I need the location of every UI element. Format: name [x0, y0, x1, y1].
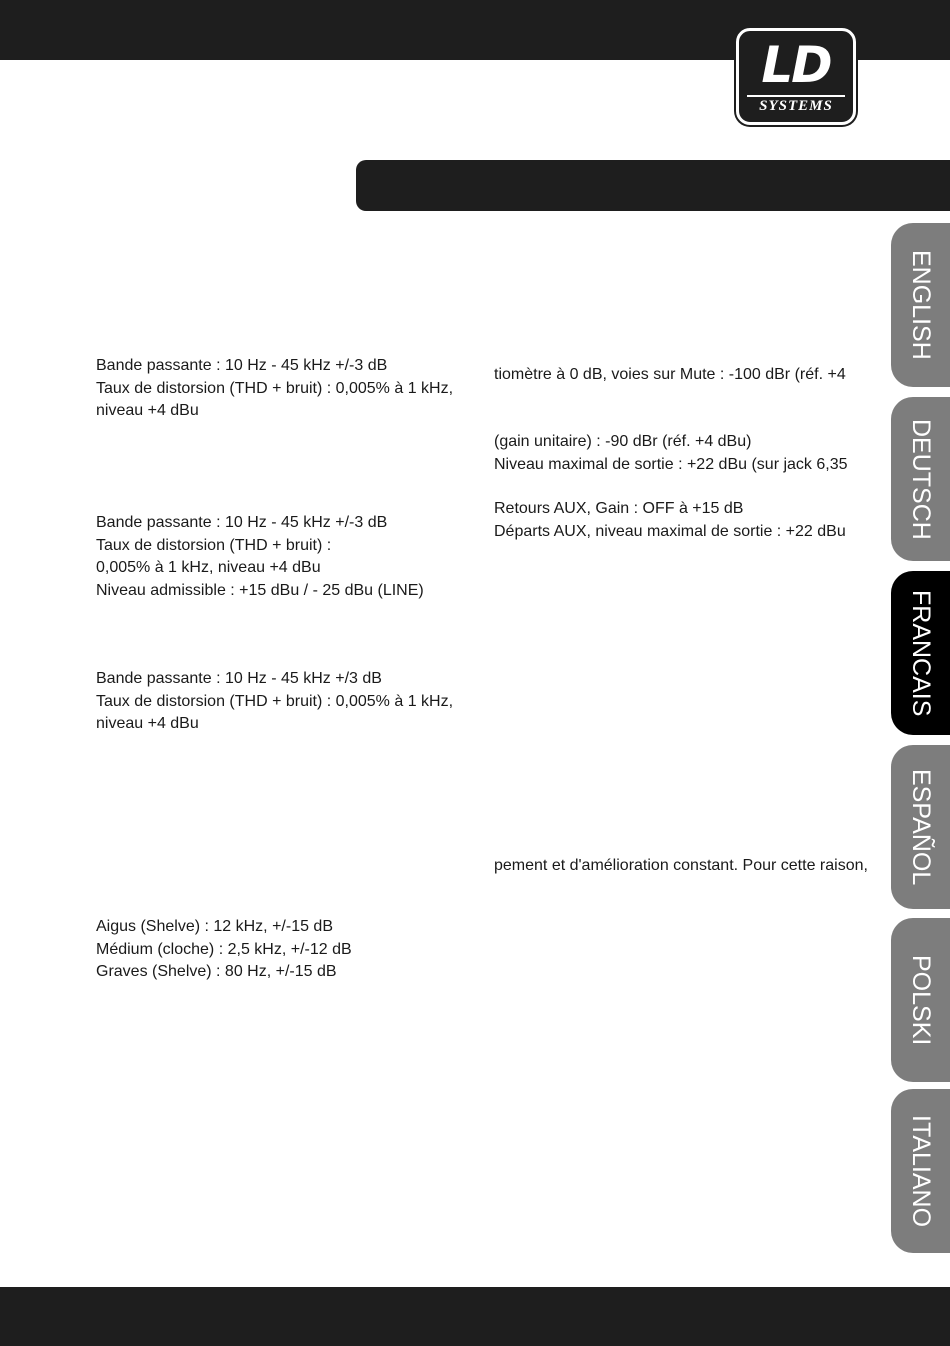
left-spec-block-4 [96, 916, 352, 984]
ld-systems-logo [736, 28, 856, 125]
tab-english[interactable] [891, 223, 950, 387]
spec-line: 0,005% à 1 kHz, niveau +4 dBu [96, 559, 321, 576]
tab-francais[interactable] [891, 571, 950, 735]
spec-line: Taux de distorsion (THD + bruit) : 0,005% à 1 kHz, [96, 692, 454, 710]
spec-line: tiomètre à 0 dB, voies sur Mute : -100 dBr (réf. +4 [494, 366, 846, 383]
left-spec-block-2 [96, 512, 424, 602]
tab-italiano[interactable] [891, 1089, 950, 1253]
left-spec-block-3 [96, 668, 453, 736]
spec-line: Taux de distorsion (THD + bruit) : 0,005% à 1 kHz, [96, 379, 454, 397]
logo-subtext: SYSTEMS [747, 95, 845, 115]
right-spec-block-2 [494, 431, 848, 476]
tab-label: ITALIANO [907, 1114, 935, 1228]
spec-line: Bande passante : 10 Hz - 45 kHz +/-3 dB [96, 357, 388, 374]
spec-line: Niveau maximal de sortie : +22 dBu (sur jack 6,35 [494, 455, 848, 473]
right-spec-block-3 [494, 498, 846, 543]
tab-label: DEUTSCH [907, 418, 935, 540]
spec-line: niveau +4 dBu [96, 715, 199, 732]
tab-polski[interactable] [891, 918, 950, 1082]
spec-line: Bande passante : 10 Hz - 45 kHz +/3 dB [96, 670, 382, 687]
tab-label: ESPAÑOL [907, 768, 935, 886]
spec-line: niveau +4 dBu [96, 402, 199, 419]
logo-text: LD [761, 36, 831, 94]
spec-line: Aigus (Shelve) : 12 kHz, +/-15 dB [96, 918, 333, 935]
spec-line: Niveau admissible : +15 dBu / - 25 dBu (LINE) [96, 581, 424, 599]
spec-line: Taux de distorsion (THD + bruit) : [96, 536, 332, 554]
spec-line: Retours AUX, Gain : OFF à +15 dB [494, 500, 744, 517]
tab-label: ENGLISH [907, 250, 935, 360]
left-spec-block-1 [96, 355, 453, 423]
tab-espanol[interactable] [891, 745, 950, 909]
right-spec-block-1 [494, 364, 846, 387]
tab-deutsch[interactable] [891, 397, 950, 561]
spec-line: Graves (Shelve) : 80 Hz, +/-15 dB [96, 963, 337, 980]
bottom-bar [0, 1287, 950, 1346]
spec-line: pement et d'amélioration constant. Pour cette raison, [494, 857, 868, 874]
tab-label: POLSKI [907, 954, 935, 1046]
spec-line: Médium (cloche) : 2,5 kHz, +/-12 dB [96, 940, 352, 958]
spec-line: Bande passante : 10 Hz - 45 kHz +/-3 dB [96, 514, 388, 531]
right-spec-block-4 [494, 855, 868, 878]
section-header-band [356, 160, 950, 211]
spec-line: (gain unitaire) : -90 dBr (réf. +4 dBu) [494, 433, 752, 450]
spec-line: Départs AUX, niveau maximal de sortie : +22 dBu [494, 522, 846, 540]
tab-label: FRANCAIS [907, 589, 935, 717]
